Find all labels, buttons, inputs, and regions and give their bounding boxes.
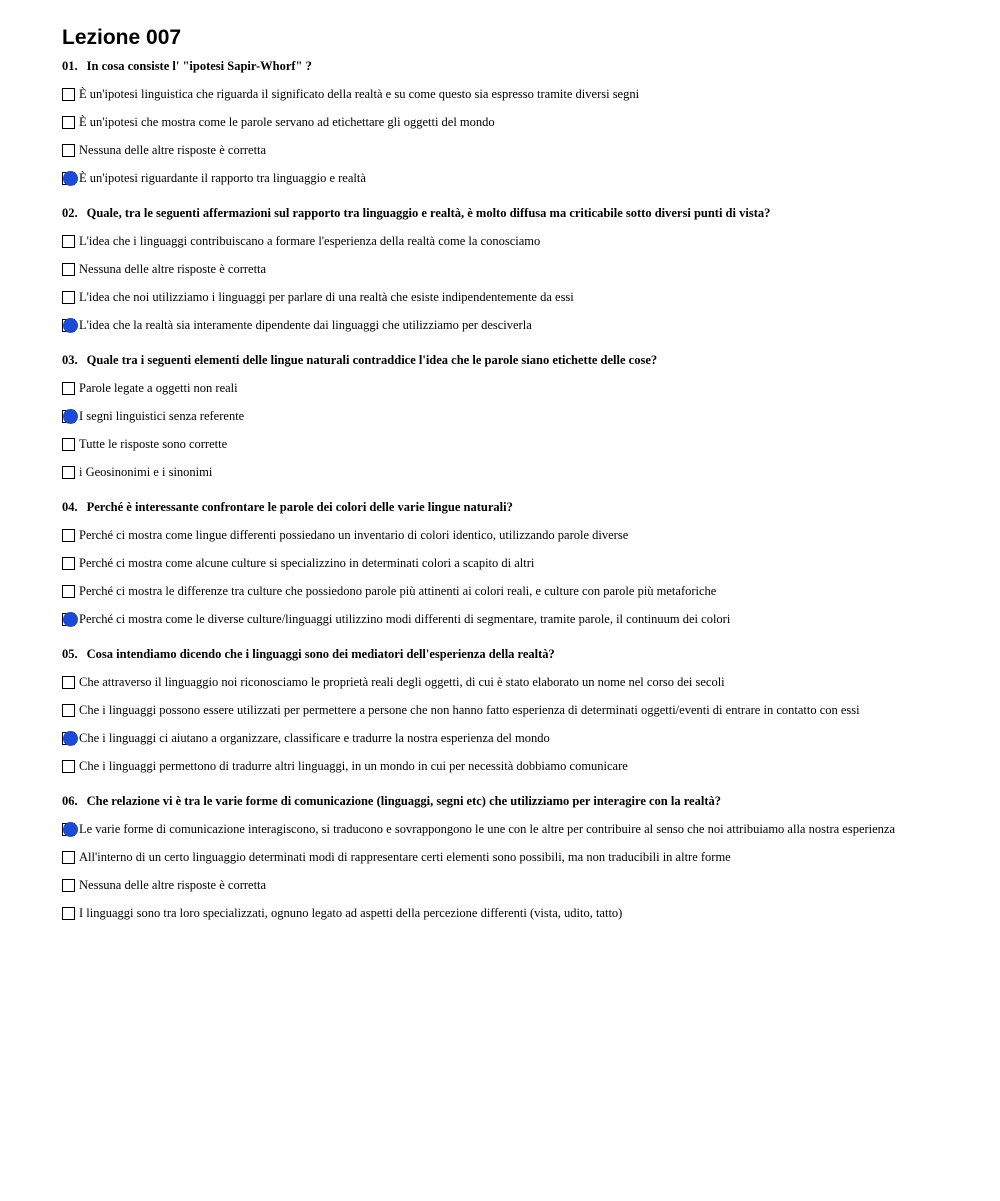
answer-checkbox[interactable] (62, 410, 75, 423)
answer-text: È un'ipotesi linguistica che riguarda il significato della realtà e su come questo sia espresso tramite diversi segni (79, 87, 640, 101)
answer-option[interactable] (62, 255, 982, 283)
answer-option[interactable] (62, 521, 982, 549)
quiz-page (62, 24, 982, 940)
selected-answer-mark (63, 171, 78, 186)
selected-answer-mark (63, 731, 78, 746)
question-number: 06. (62, 794, 78, 808)
question-heading (62, 205, 982, 221)
answer-checkbox[interactable] (62, 116, 75, 129)
question-number: 02. (62, 206, 78, 220)
answer-text: i Geosinonimi e i sinonimi (79, 465, 213, 479)
answer-checkbox[interactable] (62, 823, 75, 836)
selected-answer-mark (63, 612, 78, 627)
answer-text: L'idea che i linguaggi contribuiscano a formare l'esperienza della realtà come la conosciamo (79, 234, 541, 248)
answer-text: I linguaggi sono tra loro specializzati, ognuno legato ad aspetti della percezione differenti (vista, udito, tatto) (79, 906, 623, 920)
answer-option[interactable] (62, 108, 982, 136)
answer-checkbox[interactable] (62, 851, 75, 864)
answer-option[interactable] (62, 311, 982, 339)
answer-checkbox[interactable] (62, 88, 75, 101)
answer-checkbox[interactable] (62, 676, 75, 689)
answer-text: Nessuna delle altre risposte è corretta (79, 143, 267, 157)
answer-text: Perché ci mostra le differenze tra culture che possiedono parole più attinenti ai colori reali, e culture con parole più metaforiche (79, 584, 717, 598)
answer-option[interactable] (62, 283, 982, 311)
answer-text: Tutte le risposte sono corrette (79, 437, 228, 451)
question-block (62, 793, 982, 927)
selected-answer-mark (63, 822, 78, 837)
answer-text: Che attraverso il linguaggio noi riconosciamo le proprietà reali degli oggetti, di cui è stato elaborato un nome nel corso dei secoli (79, 675, 725, 689)
answer-option[interactable] (62, 549, 982, 577)
answer-option[interactable] (62, 136, 982, 164)
answer-checkbox[interactable] (62, 907, 75, 920)
answer-text: Perché ci mostra come le diverse culture/linguaggi utilizzino modi differenti di segmentare, tramite parole, il continuum dei colori (79, 612, 731, 626)
answer-text: Che i linguaggi possono essere utilizzati per permettere a persone che non hanno fatto esperienza di determinati oggetti/eventi di entrare in contatto con essi (79, 703, 860, 717)
question-text: Quale, tra le seguenti affermazioni sul rapporto tra linguaggio e realtà, è molto diffusa ma criticabile sotto diversi punti di vista? (86, 206, 771, 220)
selected-answer-mark (63, 318, 78, 333)
answer-option[interactable] (62, 899, 982, 927)
question-list (62, 58, 982, 927)
question-block (62, 58, 982, 192)
question-text: Cosa intendiamo dicendo che i linguaggi sono dei mediatori dell'esperienza della realtà? (86, 647, 555, 661)
answer-checkbox[interactable] (62, 704, 75, 717)
question-number: 03. (62, 353, 78, 367)
page-title: Lezione 007 (62, 26, 182, 49)
question-block (62, 352, 982, 486)
question-number: 04. (62, 500, 78, 514)
answer-checkbox[interactable] (62, 879, 75, 892)
answer-checkbox[interactable] (62, 760, 75, 773)
answer-text: L'idea che la realtà sia interamente dipendente dai linguaggi che utilizziamo per desciverla (79, 318, 532, 332)
answer-option[interactable] (62, 871, 982, 899)
answer-checkbox[interactable] (62, 144, 75, 157)
question-block (62, 205, 982, 339)
question-text: Che relazione vi è tra le varie forme di comunicazione (linguaggi, segni etc) che utilizziamo per interagire con la realtà? (86, 794, 721, 808)
answer-checkbox[interactable] (62, 557, 75, 570)
question-heading (62, 58, 982, 74)
answer-checkbox[interactable] (62, 585, 75, 598)
answer-option[interactable] (62, 430, 982, 458)
question-text: Perché è interessante confrontare le parole dei colori delle varie lingue naturali? (86, 500, 513, 514)
answer-option[interactable] (62, 815, 982, 843)
question-number: 05. (62, 647, 78, 661)
answer-option[interactable] (62, 605, 982, 633)
answer-text: L'idea che noi utilizziamo i linguaggi per parlare di una realtà che esiste indipendentemente da essi (79, 290, 574, 304)
answer-option[interactable] (62, 577, 982, 605)
answer-checkbox[interactable] (62, 732, 75, 745)
question-heading (62, 499, 982, 515)
answer-checkbox[interactable] (62, 382, 75, 395)
answer-option[interactable] (62, 668, 982, 696)
answer-checkbox[interactable] (62, 613, 75, 626)
answer-checkbox[interactable] (62, 235, 75, 248)
answer-checkbox[interactable] (62, 438, 75, 451)
selected-answer-mark (63, 409, 78, 424)
answer-checkbox[interactable] (62, 319, 75, 332)
answer-text: Nessuna delle altre risposte è corretta (79, 878, 267, 892)
question-block (62, 499, 982, 633)
answer-checkbox[interactable] (62, 172, 75, 185)
question-heading (62, 646, 982, 662)
question-heading (62, 793, 982, 809)
answer-option[interactable] (62, 843, 982, 871)
answer-text: Che i linguaggi ci aiutano a organizzare, classificare e tradurre la nostra esperienza del mondo (79, 731, 550, 745)
answer-option[interactable] (62, 724, 982, 752)
answer-text: All'interno di un certo linguaggio determinati modi di rappresentare certi elementi sono possibili, ma non traducibili in altre forme (79, 850, 731, 864)
answer-option[interactable] (62, 80, 982, 108)
answer-option[interactable] (62, 402, 982, 430)
answer-checkbox[interactable] (62, 263, 75, 276)
answer-text: Nessuna delle altre risposte è corretta (79, 262, 267, 276)
answer-option[interactable] (62, 458, 982, 486)
answer-text: I segni linguistici senza referente (79, 409, 245, 423)
answer-text: Parole legate a oggetti non reali (79, 381, 238, 395)
answer-text: È un'ipotesi che mostra come le parole servano ad etichettare gli oggetti del mondo (79, 115, 495, 129)
answer-checkbox[interactable] (62, 291, 75, 304)
answer-option[interactable] (62, 752, 982, 780)
answer-text: Perché ci mostra come lingue differenti possiedano un inventario di colori identico, utilizzando parole diverse (79, 528, 629, 542)
question-block (62, 646, 982, 780)
answer-text: Perché ci mostra come alcune culture si specializzino in determinati colori a scapito di altri (79, 556, 535, 570)
answer-option[interactable] (62, 227, 982, 255)
answer-checkbox[interactable] (62, 529, 75, 542)
question-text: Quale tra i seguenti elementi delle lingue naturali contraddice l'idea che le parole siano etichette delle cose? (86, 353, 658, 367)
answer-text: Le varie forme di comunicazione interagiscono, si traducono e sovrappongono le une con le altre per contribuire al senso che noi attribuiamo alla nostra esperienza (79, 822, 896, 836)
answer-option[interactable] (62, 696, 982, 724)
answer-checkbox[interactable] (62, 466, 75, 479)
answer-text: È un'ipotesi riguardante il rapporto tra linguaggio e realtà (79, 171, 366, 185)
answer-option[interactable] (62, 374, 982, 402)
question-number: 01. (62, 59, 78, 73)
answer-text: Che i linguaggi permettono di tradurre altri linguaggi, in un mondo in cui per necessità dobbiamo comunicare (79, 759, 628, 773)
answer-option[interactable] (62, 164, 982, 192)
question-text: In cosa consiste l' "ipotesi Sapir-Whorf" ? (86, 59, 312, 73)
question-heading (62, 352, 982, 368)
